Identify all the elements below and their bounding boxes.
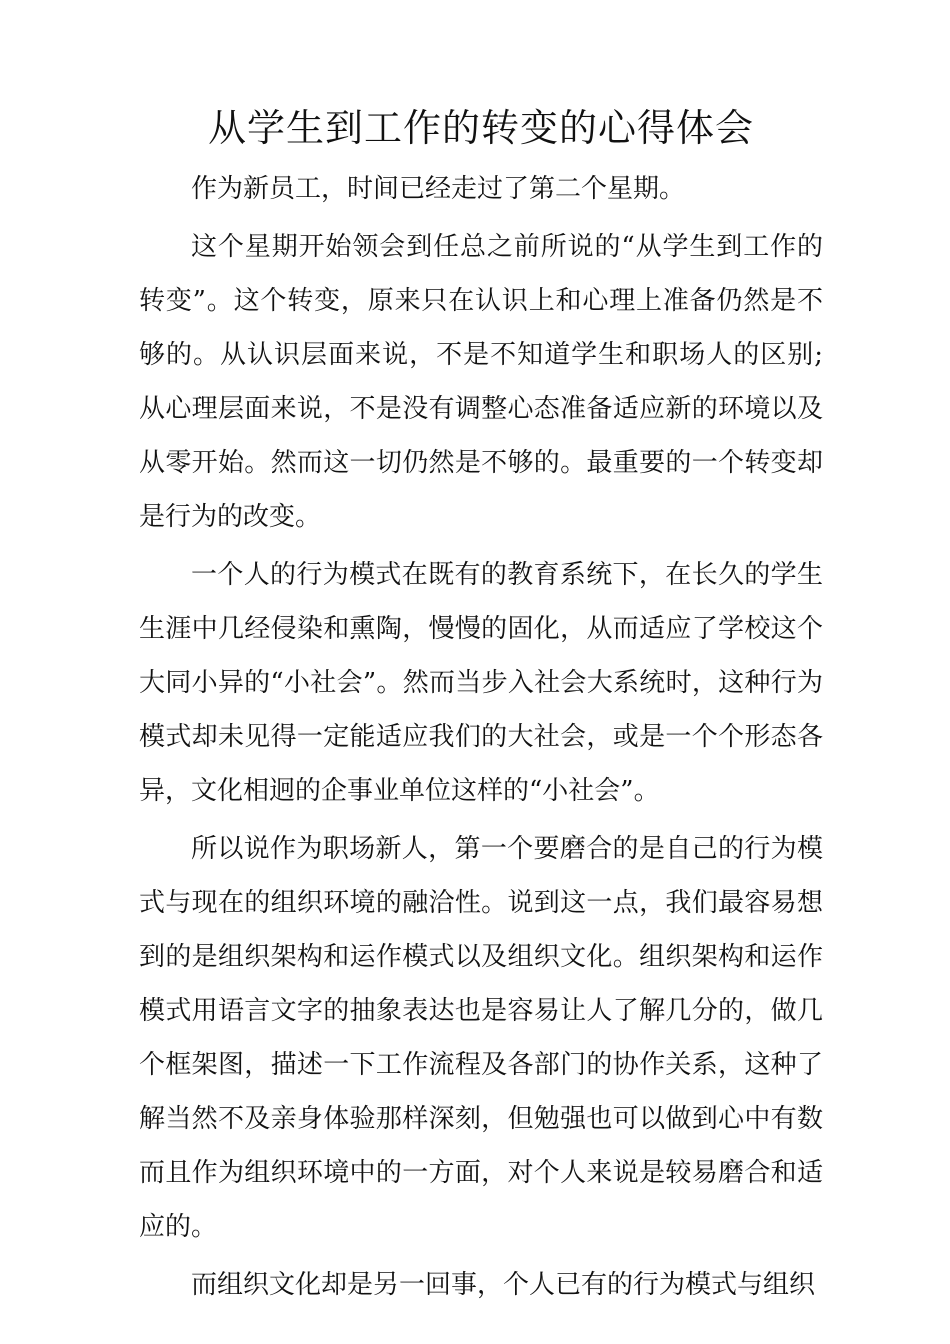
document-title: 从学生到工作的转变的心得体会 [207,106,754,150]
paragraph-5: 而组织文化却是另一回事，个人已有的行为模式与组织 [191,1270,816,1300]
document-body [139,100,823,1316]
paragraph-4: 所以说作为职场新人，第一个要磨合的是自己的行为模式与现在的组织环境的融洽性。说到这一点，我们最容易想到的是组织架构和运作模式以及组织文化。组织架构和运作模式用语言文字的抽象表达也是容易让人了解几分的，做几个框架图，描述一下工作流程及各部门的协作关系，这种了解当然不及亲身体验那样深刻，但勉强也可以做到心中有数而且作为组织环境中的一方面，对个人来说是较易磨合和适应的。 [139,834,823,1242]
paragraph-3: 一个人的行为模式在既有的教育系统下，在长久的学生生涯中几经侵染和熏陶，慢慢的固化，从而适应了学校这个大同小异的“小社会”。然而当步入社会大系统时，这种行为模式却未见得一定能适应我们的大社会，或是一个个形态各异，文化相迥的企事业单位这样的“小社会”。 [139,560,823,806]
paragraph-2: 这个星期开始领会到任总之前所说的“从学生到工作的转变”。这个转变，原来只在认识上和心理上准备仍然是不够的。从认识层面来说，不是不知道学生和职场人的区别;从心理层面来说，不是没有调整心态准备适应新的环境以及从零开始。然而这一切仍然是不够的。最重要的一个转变却是行为的改变。 [139,232,823,532]
paragraph-1: 作为新员工，时间已经走过了第二个星期。 [191,174,686,204]
